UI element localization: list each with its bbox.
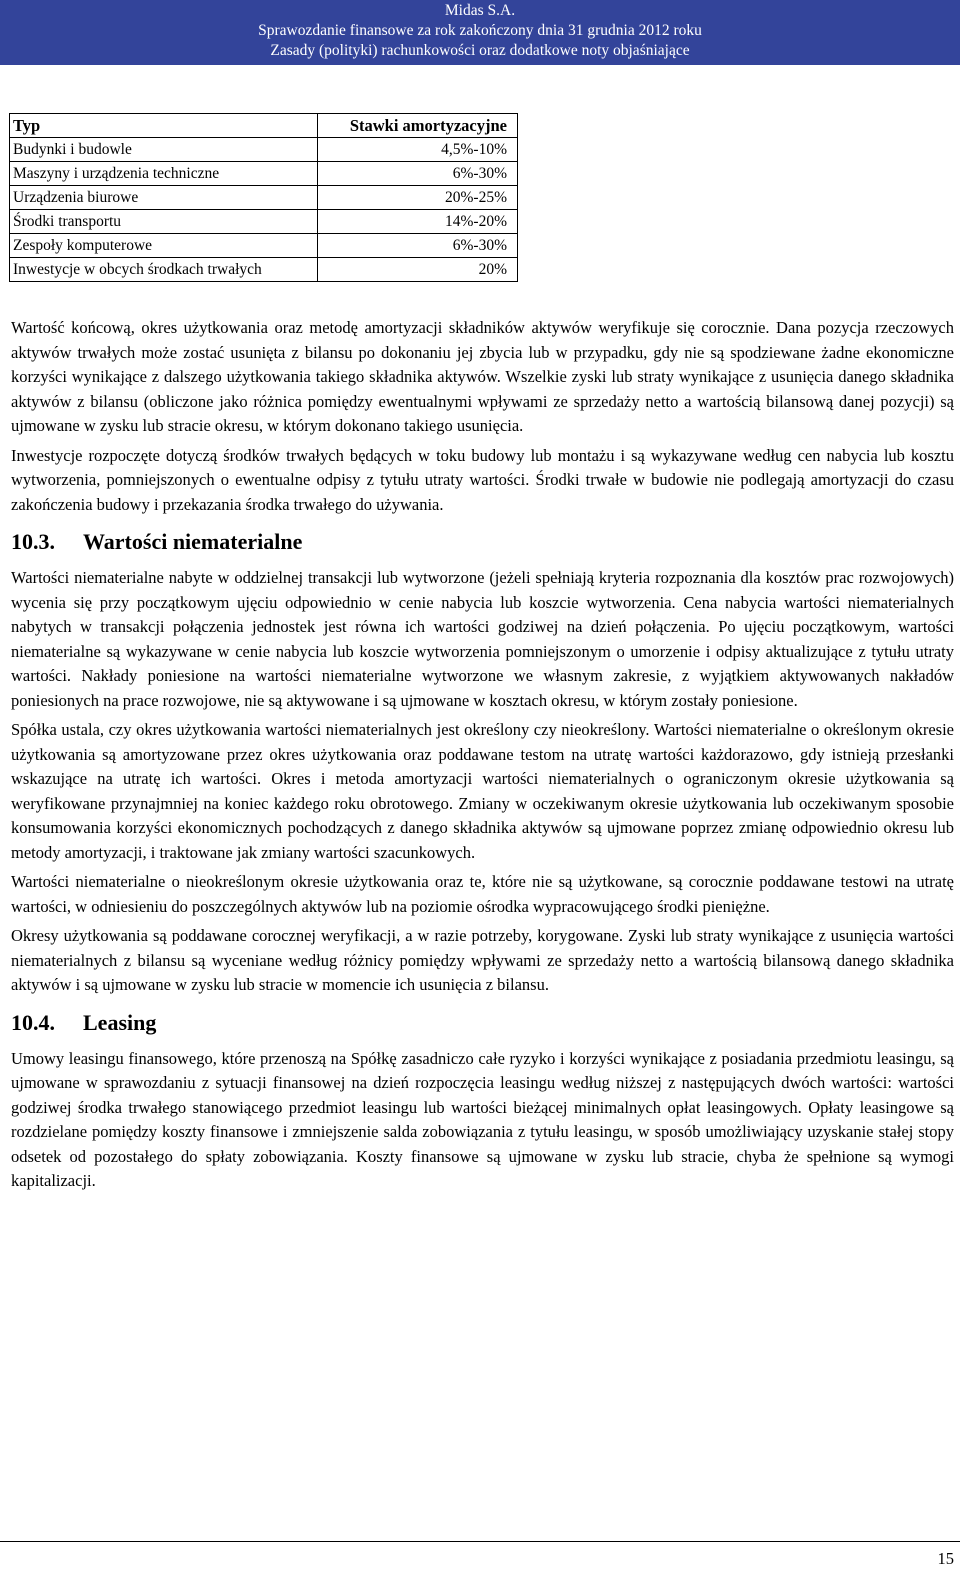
type-cell: Inwestycje w obcych środkach trwałych: [10, 258, 318, 282]
company-name: Midas S.A.: [444, 2, 516, 19]
section-heading-intangibles: [11, 527, 954, 557]
section-title: Leasing: [83, 1009, 157, 1035]
table-row: [10, 234, 518, 258]
rate-cell: 14%-20%: [317, 210, 517, 234]
paragraph-residual-value: Wartość końcową, okres użytkowania oraz metodę amortyzacji składników aktywów weryfikuje się corocznie. Dana pozycja rzeczowych aktywów trwałych może zostać usunięta z bilansu po dokonaniu jej zbycia lub w przypadku, gdy nie są spodziewane żadne ekonomiczne korzyści wynikające z dalszego użytkowania takiego składnika aktywów. Wszelkie zyski lub straty wynikające z usunięcia danego składnika aktywów z bilansu (obliczone jako różnica pomiędzy ewentualnymi wpływami ze sprzedaży netto a wartością bilansową danej pozycji) są ujmowane w zysku lub stracie okresu, w którym dokonano takiego usunięcia.: [11, 318, 954, 435]
table-row: [10, 258, 518, 282]
page-number: 15: [937, 1549, 954, 1568]
type-cell: Budynki i budowle: [10, 138, 318, 162]
paragraph-investments: Inwestycje rozpoczęte dotyczą środków trwałych będących w toku budowy lub montażu i są wykazywane według cen nabycia lub kosztu wytworzenia, pomniejszonych o ewentualne odpisy z tytułu utraty wartości. Środki trwałe w budowie nie podlegają amortyzacji do czasu zakończenia budowy i przekazania środka trwałego do używania.: [11, 445, 954, 514]
col-rate-header: Stawki amortyzacyjne: [317, 114, 517, 138]
paragraph-intangibles-1: Wartości niematerialne nabyte w oddzielnej transakcji lub wytworzone (jeżeli spełniają kryteria rozpoznania dla kosztów prac rozwojowych) wycenia się przy początkowym ujęciu odpowiednio w cenie nabycia lub koszcie wytworzenia. Cena nabycia wartości niematerialnych nabytych w transakcji połączenia jednostek jest równa ich wartości godziwej na dzień połączenia. Po ujęciu początkowym, wartości niematerialne są wykazywane w cenie nabycia lub koszcie wytworzenia pomniejszonym o umorzenie i odpisy aktualizujące z tytułu utraty wartości. Nakłady poniesione na wartości niematerialne wytworzone we własnym zakresie, z wyjątkiem aktywowanych nakładów poniesionych na prace rozwojowe, nie są aktywowane i są ujmowane w kosztach okresu, w którym zostały poniesione.: [11, 568, 954, 710]
document-body: [11, 316, 954, 1194]
report-section: Zasady (polityki) rachunkowości oraz dodatkowe noty objaśniające: [270, 42, 690, 59]
rate-cell: 20%-25%: [317, 186, 517, 210]
table-header-row: [10, 114, 518, 138]
report-title: Sprawozdanie finansowe za rok zakończony dnia 31 grudnia 2012 roku: [258, 22, 702, 39]
rate-cell: 6%-30%: [317, 162, 517, 186]
section-number: 10.4.: [11, 1009, 55, 1035]
table-row: [10, 186, 518, 210]
page-header: [0, 0, 960, 65]
rate-cell: 6%-30%: [317, 234, 517, 258]
paragraph-intangibles-4: Okresy użytkowania są poddawane corocznej weryfikacji, a w razie potrzeby, korygowane. Zyski lub straty wynikające z usunięcia wartości niematerialnych z bilansu są wyceniane według różnicy pomiędzy wpływami ze sprzedaży netto a wartością bilansową danego składnika aktywów i są ujmowane w zysku lub stracie w momencie ich usunięcia z bilansu.: [11, 926, 954, 994]
paragraph-intangibles-2: Spółka ustala, czy okres użytkowania wartości niematerialnych jest określony czy nieokreślony. Wartości niematerialne o określonym okresie użytkowania są amortyzowane przez okres użytkowania oraz poddawane testom na utratę wartości każdorazowo, gdy istnieją przesłanki wskazujące na utratę ich wartości. Okres i metoda amortyzacji wartości niematerialnych o ograniczonym okresie użytkowania są weryfikowane przynajmniej na koniec każdego roku obrotowego. Zmiany w oczekiwanym okresie użytkowania lub oczekiwanym sposobie konsumowania korzyści ekonomicznych pochodzących z danego składnika aktywów są ujmowane poprzez zmianę odpowiednio okresu lub metody amortyzacji, i traktowane jak zmiany wartości szacunkowych.: [11, 720, 954, 862]
type-cell: Zespoły komputerowe: [10, 234, 318, 258]
section-heading-leasing: [11, 1008, 954, 1038]
col-type-header: Typ: [10, 114, 318, 138]
page-footer: [0, 1541, 960, 1572]
table-row: [10, 138, 518, 162]
table-row: [10, 162, 518, 186]
footer-divider: [0, 1541, 960, 1542]
type-cell: Maszyny i urządzenia techniczne: [10, 162, 318, 186]
type-cell: Urządzenia biurowe: [10, 186, 318, 210]
section-title: Wartości niematerialne: [83, 529, 303, 554]
depreciation-rates-table: [9, 113, 518, 282]
paragraph-leasing: Umowy leasingu finansowego, które przenoszą na Spółkę zasadniczo całe ryzyko i korzyści wynikające z posiadania przedmiotu leasingu, są ujmowane w sprawozdaniu z sytuacji finansowej na dzień rozpoczęcia leasingu według niższej z następujących dwóch wartości: wartości godziwej środka trwałego stanowiącego przedmiot leasingu lub wartości bieżącej minimalnych opłat leasingowych. Opłaty leasingowe są rozdzielane pomiędzy koszty finansowe i zmniejszenie salda zobowiązania z tytułu leasingu, w sposób umożliwiający uzyskanie stałej stopy odsetek od pozostałego do spłaty zobowiązania. Koszty finansowe są ujmowane w zysku lub stracie, chyba że spełnione są wymogi kapitalizacji.: [11, 1048, 954, 1190]
type-cell: Środki transportu: [10, 210, 318, 234]
table-row: [10, 210, 518, 234]
paragraph-intangibles-3: Wartości niematerialne o nieokreślonym okresie użytkowania oraz te, które nie są użytkowane, są corocznie poddawane testowi na utratę wartości, w odniesieniu do poszczególnych aktywów lub na poziomie ośrodka wypracowującego środki pieniężne.: [11, 872, 954, 916]
section-number: 10.3.: [11, 529, 55, 554]
rate-cell: 4,5%-10%: [317, 138, 517, 162]
rate-cell: 20%: [317, 258, 517, 282]
